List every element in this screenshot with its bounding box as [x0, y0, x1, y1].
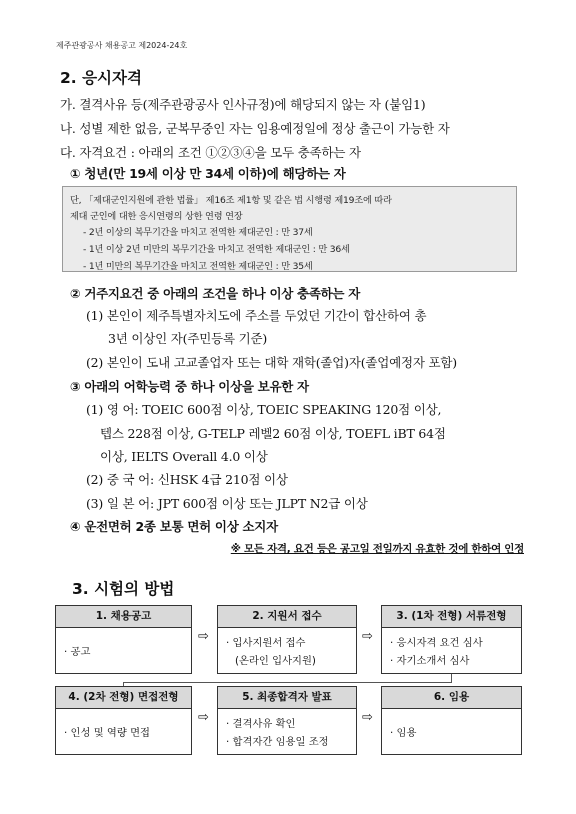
- document-number: 제주관광공사 채용공고 제2024-24호: [56, 41, 188, 50]
- step-2-box: [217, 605, 357, 674]
- validity-remark: ※ 모든 자격, 요건 등은 공고일 전일까지 유효한 것에 한하여 인정: [230, 543, 524, 555]
- note-line: 단, 「제대군인지원에 관한 법률」 제16조 제1항 및 같은 법 시행령 제19조에 따라: [70, 195, 392, 206]
- step-2-title: 2. 지원서 접수: [218, 606, 356, 628]
- flow-connector: [451, 674, 452, 682]
- note-line: - 1년 이상 2년 미만의 복무기간을 마치고 전역한 제대군인 : 만 36세: [83, 244, 350, 255]
- eligibility-line-c: 다. 자격요건 : 아래의 조건 ①②③④을 모두 충족하는 자: [60, 145, 361, 160]
- step-6-box: [381, 686, 522, 755]
- age-extension-note-box: [62, 186, 517, 272]
- note-line: 제대 군인에 대한 응시연령의 상한 연령 연장: [70, 211, 243, 222]
- step-4-line: · 인성 및 역량 면접: [64, 727, 150, 739]
- condition-3-item: (2) 중 국 어: 신HSK 4급 210점 이상: [86, 472, 288, 487]
- step-5-box: [217, 686, 357, 755]
- step-1-box: [55, 605, 192, 674]
- note-line: - 2년 이상의 복무기간을 마치고 전역한 제대군인 : 만 37세: [83, 227, 313, 238]
- condition-2-item: (1) 본인이 제주특별자치도에 주소를 두었던 기간이 합산하여 총: [86, 308, 427, 323]
- step-2-line: (온라인 입사지원): [235, 655, 316, 667]
- step-3-line: · 응시자격 요건 심사: [390, 637, 483, 649]
- condition-4-title: ④ 운전면허 2종 보통 면허 이상 소지자: [70, 519, 278, 534]
- condition-3-item: 텝스 228점 이상, G-TELP 레벨2 60점 이상, TOEFL iBT 64점: [100, 426, 446, 441]
- step-5-line: · 결격사유 확인: [226, 718, 296, 730]
- eligibility-line-a: 가. 결격사유 등(제주관광공사 인사규정)에 해당되지 않는 자 (붙임1): [60, 97, 426, 112]
- step-6-line: · 임용: [390, 727, 417, 739]
- condition-3-title: ③ 아래의 어학능력 중 하나 이상을 보유한 자: [70, 379, 309, 394]
- condition-3-item: (3) 일 본 어: JPT 600점 이상 또는 JLPT N2급 이상: [86, 496, 368, 511]
- note-line: - 1년 미만의 복무기간을 마치고 전역한 제대군인 : 만 35세: [83, 261, 313, 272]
- step-4-box: [55, 686, 192, 755]
- step-6-title: 6. 임용: [382, 687, 521, 709]
- step-4-title: 4. (2차 전형) 면접전형: [56, 687, 191, 709]
- condition-1-title: ① 청년(만 19세 이상 만 34세 이하)에 해당하는 자: [70, 166, 346, 181]
- step-5-line: · 합격자간 임용일 조정: [226, 736, 329, 748]
- step-2-line: · 입사지원서 접수: [226, 637, 306, 649]
- section-title-exam-method: 3. 시험의 방법: [72, 580, 175, 598]
- step-1-line: · 공고: [64, 646, 91, 658]
- arrow-right-icon: ⇨: [198, 629, 209, 644]
- step-1-title: 1. 채용공고: [56, 606, 191, 628]
- eligibility-line-b: 나. 성별 제한 없음, 군복무중인 자는 임용예정일에 정상 출근이 가능한 자: [60, 121, 450, 136]
- step-3-title: 3. (1차 전형) 서류전형: [382, 606, 521, 628]
- step-3-line: · 자기소개서 심사: [390, 655, 470, 667]
- step-5-title: 5. 최종합격자 발표: [218, 687, 356, 709]
- arrow-right-icon: ⇨: [198, 710, 209, 725]
- condition-2-item: 3년 이상인 자(주민등록 기준): [108, 331, 268, 346]
- condition-3-item: (1) 영 어: TOEIC 600점 이상, TOEIC SPEAKING 120점 이상,: [86, 402, 442, 417]
- flow-connector: [123, 682, 452, 683]
- arrow-right-icon: ⇨: [362, 629, 373, 644]
- condition-3-item: 이상, IELTS Overall 4.0 이상: [100, 449, 268, 464]
- arrow-right-icon: ⇨: [362, 710, 373, 725]
- condition-2-item: (2) 본인이 도내 고교졸업자 또는 대학 재학(졸업)자(졸업예정자 포함): [86, 355, 457, 370]
- condition-2-title: ② 거주지요건 중 아래의 조건을 하나 이상 충족하는 자: [70, 286, 360, 301]
- section-title-eligibility: 2. 응시자격: [60, 69, 142, 87]
- step-3-box: [381, 605, 522, 674]
